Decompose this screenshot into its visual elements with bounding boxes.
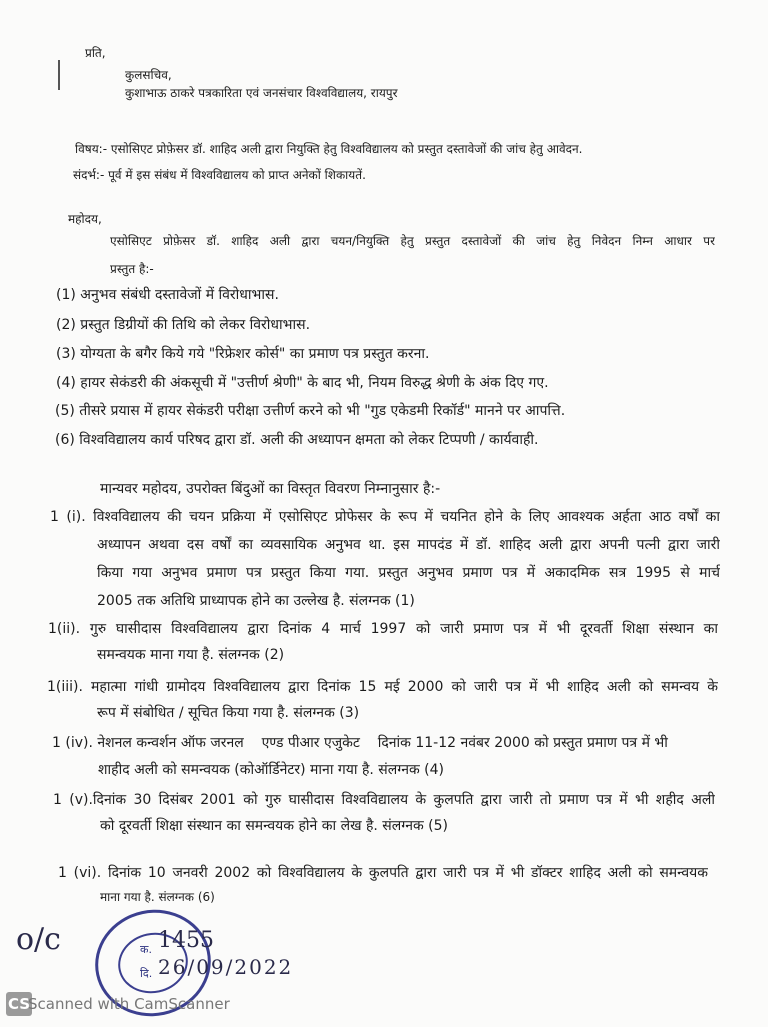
stamp-date-label: दि.: [140, 967, 153, 980]
margin-mark: [58, 60, 60, 90]
point-6: (6) विश्वविद्यालय कार्य परिषद द्वारा डॉ. अली की अध्यापन क्षमता को लेकर टिप्पणी / कार्यवाही.: [55, 432, 539, 448]
stamp-date: 26/09/2022: [158, 955, 294, 979]
detail-line: 1 (iv). नेशनल कन्वर्शन ऑफ जरनल एण्ड पीआर एजुकेट दिनांक 11-12 नवंबर 2000 को प्रस्तुत प्रमाण पत्र में भी: [52, 735, 668, 751]
scanner-watermark: Scanned with CamScanner: [28, 995, 230, 1013]
details-intro: मान्यवर महोदय, उपरोक्त बिंदुओं का विस्तृत विवरण निम्नानुसार है:-: [100, 481, 441, 497]
detail-line: माना गया है. संलग्नक (6): [100, 890, 215, 904]
point-3: (3) योग्यता के बगैर किये गये "रिफ्रेशर कोर्स" का प्रमाण पत्र प्रस्तुत करना.: [56, 346, 430, 362]
detail-line: किया गया अनुभव प्रमाण पत्र प्रस्तुत किया गया. प्रस्तुत अनुभव प्रमाण पत्र में अकादमिक सत्र 1995 से मार्च: [97, 565, 720, 581]
handwritten-note: o/c: [16, 922, 61, 957]
detail-line: शाहीद अली को समन्वयक (कोऑर्डिनेटर) माना गया है. संलग्नक (4): [98, 762, 445, 778]
detail-line: 2005 तक अतिथि प्राध्यापक होने का उल्लेख है. संलग्नक (1): [97, 593, 415, 609]
intro-line: प्रस्तुत है:-: [110, 262, 154, 276]
detail-line: समन्वयक माना गया है. संलग्नक (2): [97, 647, 285, 663]
detail-line: को दूरवर्ती शिक्षा संस्थान का समन्वयक होने का लेख है. संलग्नक (5): [100, 818, 448, 834]
recipient: कुलसचिव,: [125, 68, 172, 82]
point-4: (4) हायर सेकंडरी की अंकसूची में "उत्तीर्ण श्रेणी" के बाद भी, नियम विरुद्ध श्रेणी के अंक दिए गए.: [56, 375, 549, 391]
stamp-number: 1455: [158, 928, 214, 953]
intro-line: एसोसिएट प्रोफ़ेसर डॉ. शाहिद अली द्वारा चयन/नियुक्ति हेतु प्रस्तुत दस्तावेजों की जांच हेतु निवेदन निम्न आधार पर: [110, 234, 715, 248]
point-2: (2) प्रस्तुत डिग्रीयों की तिथि को लेकर विरोधाभास.: [56, 317, 311, 333]
camscanner-logo: CS: [6, 992, 32, 1016]
detail-line: 1 (i). विश्वविद्यालय की चयन प्रक्रिया में एसोसिएट प्रोफेसर के रूप में चयनित होने के लिए आवश्यक अर्हता आठ वर्षों का: [50, 509, 720, 525]
detail-line: अध्यापन अथवा दस वर्षों का व्यवसायिक अनुभव था. इस मापदंड में डॉ. शाहिद अली द्वारा अपनी पत्नी द्वारा जारी: [97, 537, 720, 553]
salutation-to: प्रति,: [85, 46, 106, 60]
detail-line: 1 (v).दिनांक 30 दिसंबर 2001 को गुरु घासीदास विश्वविद्यालय के कुलपति द्वारा जारी तो प्रमाण पत्र में भी शहीद अली: [53, 792, 715, 808]
detail-line: रूप में संबोधित / सूचित किया गया है. संलग्नक (3): [97, 705, 360, 721]
subject-line: विषय:- एसोसिएट प्रोफ़ेसर डॉ. शाहिद अली द्वारा नियुक्ति हेतु विश्वविद्यालय को प्रस्तुत दस्तावेजों की जांच हेतु आवेदन.: [75, 142, 583, 156]
reference-line: संदर्भ:- पूर्व में इस संबंध में विश्वविद्यालय को प्राप्त अनेकों शिकायतें.: [73, 168, 366, 182]
detail-line: 1(ii). गुरु घासीदास विश्वविद्यालय द्वारा दिनांक 4 मार्च 1997 को जारी प्रमाण पत्र में भी दूरवर्ती शिक्षा संस्थान का: [48, 621, 718, 637]
stamp-number-label: क.: [140, 943, 152, 956]
institution: कुशाभाऊ ठाकरे पत्रकारिता एवं जनसंचार विश्वविद्यालय, रायपुर: [125, 86, 398, 100]
point-1: (1) अनुभव संबंधी दस्तावेजों में विरोधाभास.: [56, 287, 279, 303]
salutation: महोदय,: [68, 212, 102, 226]
detail-line: 1 (vi). दिनांक 10 जनवरी 2002 को विश्वविद्यालय के कुलपति द्वारा जारी पत्र में भी डॉक्टर शाहिद अली को समन्वयक: [58, 865, 708, 881]
detail-line: 1(iii). महात्मा गांधी ग्रामोदय विश्वविद्यालय द्वारा दिनांक 15 मई 2000 को जारी पत्र में भी शाहिद अली को समन्वय के: [47, 679, 718, 695]
point-5: (5) तीसरे प्रयास में हायर सेकंडरी परीक्षा उत्तीर्ण करने को भी "गुड एकेडमी रिकॉर्ड" मानने पर आपत्ति.: [55, 403, 566, 419]
